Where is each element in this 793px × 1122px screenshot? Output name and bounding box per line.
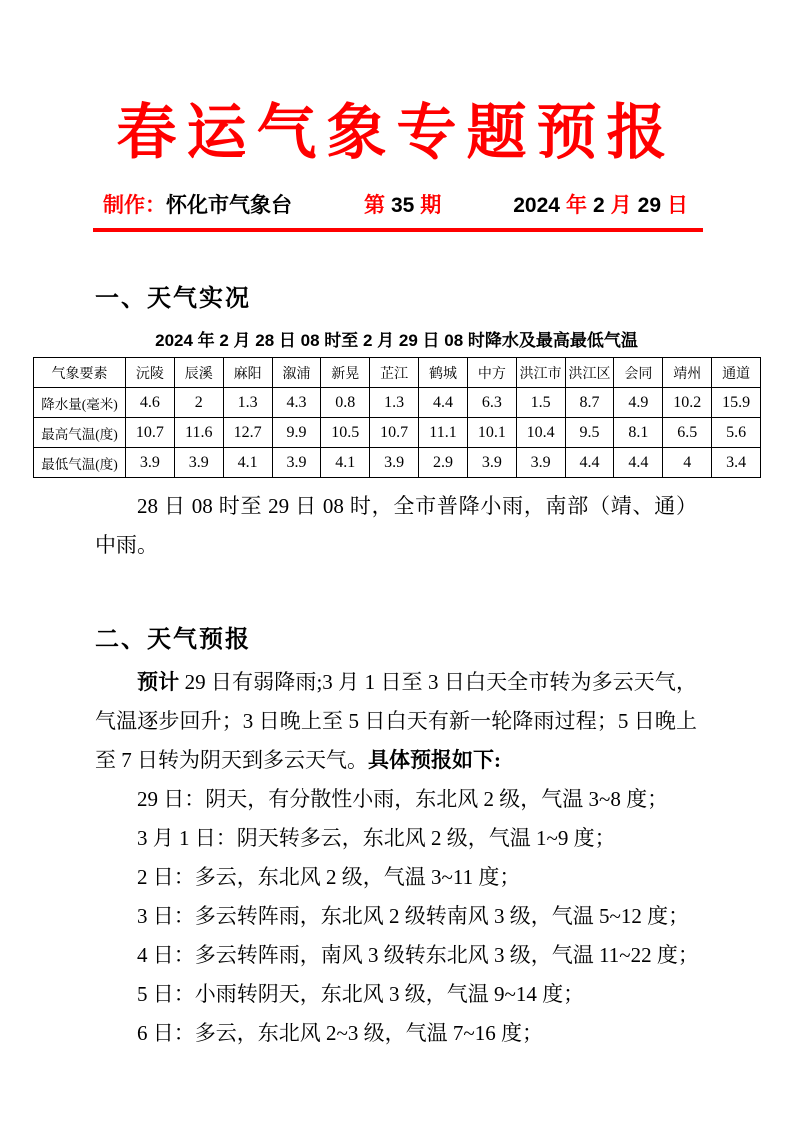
red-divider	[93, 228, 703, 232]
value-cell: 4	[663, 448, 712, 478]
table-column-header: 洪江区	[565, 358, 614, 388]
value-cell: 15.9	[712, 388, 761, 418]
forecast-item: 6 日：多云，东北风 2~3 级，气温 7~16 度；	[137, 1021, 543, 1045]
value-cell: 12.7	[223, 418, 272, 448]
forecast-item: 29 日：阴天，有分散性小雨，东北风 2 级，气温 3~8 度；	[137, 787, 669, 811]
table-column-header: 洪江市	[516, 358, 565, 388]
value-cell: 4.9	[614, 388, 663, 418]
row-label-cell: 降水量(毫米)	[34, 388, 126, 418]
value-cell: 1.3	[223, 388, 272, 418]
value-cell: 10.7	[370, 418, 419, 448]
table-column-header: 辰溪	[174, 358, 223, 388]
value-cell: 11.1	[419, 418, 468, 448]
value-cell: 4.4	[614, 448, 663, 478]
forecast-item: 4 日：多云转阵雨，南风 3 级转东北风 3 级，气温 11~22 度；	[137, 943, 699, 967]
table-column-header: 芷江	[370, 358, 419, 388]
value-cell: 10.2	[663, 388, 712, 418]
forecast-item: 5 日：小雨转阴天，东北风 3 级，气温 9~14 度；	[137, 982, 585, 1006]
forecast-item: 3 月 1 日：阴天转多云，东北风 2 级，气温 1~9 度；	[137, 826, 616, 850]
forecast-list	[95, 780, 697, 1053]
value-cell: 0.8	[321, 388, 370, 418]
date-year-unit: 年	[565, 194, 587, 217]
table-row	[34, 388, 761, 418]
value-cell: 8.7	[565, 388, 614, 418]
value-cell: 4.4	[565, 448, 614, 478]
table-column-header: 鹤城	[419, 358, 468, 388]
table-row	[34, 418, 761, 448]
date-month: 2	[592, 194, 605, 217]
table-column-header: 沅陵	[126, 358, 175, 388]
value-cell: 9.9	[272, 418, 321, 448]
date-day-unit: 日	[667, 194, 688, 217]
forecast-intro-body: 29 日有弱降雨;3 月 1 日至 3 日白天全市转为多云天气，气温逐步回升；3 日晚上至 5 日白天有新一轮降雨过程；5 日晚上至 7 日转为阴天到多云天气。	[95, 670, 698, 772]
issue-number	[364, 189, 441, 219]
value-cell: 6.5	[663, 418, 712, 448]
issue-prefix: 第	[363, 194, 385, 217]
date-year: 2024	[513, 194, 560, 217]
value-cell: 4.3	[272, 388, 321, 418]
value-cell: 3.9	[467, 448, 516, 478]
meta-row	[103, 189, 688, 219]
table-column-header: 中方	[467, 358, 516, 388]
value-cell: 11.6	[174, 418, 223, 448]
value-cell: 1.3	[370, 388, 419, 418]
section-actual-heading: 一、天气实况	[95, 285, 251, 312]
forecast-intro-lead: 预计	[137, 670, 180, 694]
table-header-row	[34, 358, 761, 388]
forecast-item: 3 日：多云转阵雨，东北风 2 级转南风 3 级，气温 5~12 度；	[137, 904, 690, 928]
value-cell: 6.3	[467, 388, 516, 418]
value-cell: 3.9	[272, 448, 321, 478]
producer-name: 怀化市气象台	[166, 194, 292, 217]
value-cell: 5.6	[712, 418, 761, 448]
value-cell: 2	[174, 388, 223, 418]
table-column-header: 溆浦	[272, 358, 321, 388]
weather-table	[33, 357, 761, 478]
forecast-intro-tail: 具体预报如下:	[368, 748, 501, 772]
value-cell: 4.6	[126, 388, 175, 418]
value-cell: 3.9	[126, 448, 175, 478]
value-cell: 2.9	[419, 448, 468, 478]
section-forecast-heading: 二、天气预报	[95, 626, 251, 653]
value-cell: 10.1	[467, 418, 516, 448]
producer-label: 制作：	[103, 194, 166, 217]
bulletin-date	[513, 189, 688, 219]
value-cell: 10.7	[126, 418, 175, 448]
issue-value: 35	[390, 194, 415, 217]
value-cell: 10.4	[516, 418, 565, 448]
issue-suffix: 期	[420, 194, 442, 217]
table-column-header: 麻阳	[223, 358, 272, 388]
value-cell: 4.1	[321, 448, 370, 478]
row-label-cell: 最高气温(度)	[34, 418, 126, 448]
document-title: 春运气象专题预报	[116, 100, 677, 166]
value-cell: 3.9	[174, 448, 223, 478]
value-cell: 3.9	[516, 448, 565, 478]
value-cell: 1.5	[516, 388, 565, 418]
date-day: 29	[637, 194, 661, 217]
date-month-unit: 月	[610, 194, 632, 217]
actual-summary-paragraph: 28 日 08 时至 29 日 08 时，全市普降小雨，南部（靖、通）中雨。	[95, 494, 697, 557]
table-corner-cell: 气象要素	[34, 358, 126, 388]
table-column-header: 靖州	[663, 358, 712, 388]
value-cell: 3.4	[712, 448, 761, 478]
table-column-header: 新晃	[321, 358, 370, 388]
producer	[103, 189, 292, 219]
forecast-item: 2 日：多云，东北风 2 级，气温 3~11 度；	[137, 865, 521, 889]
forecast-intro-paragraph	[95, 663, 697, 780]
value-cell: 8.1	[614, 418, 663, 448]
row-label-cell: 最低气温(度)	[34, 448, 126, 478]
table-row	[34, 448, 761, 478]
value-cell: 9.5	[565, 418, 614, 448]
table-column-header: 会同	[614, 358, 663, 388]
table-column-header: 通道	[712, 358, 761, 388]
value-cell: 4.1	[223, 448, 272, 478]
table-title: 2024 年 2 月 28 日 08 时至 2 月 29 日 08 时降水及最高最低气温	[155, 331, 638, 350]
value-cell: 10.5	[321, 418, 370, 448]
value-cell: 3.9	[370, 448, 419, 478]
value-cell: 4.4	[419, 388, 468, 418]
